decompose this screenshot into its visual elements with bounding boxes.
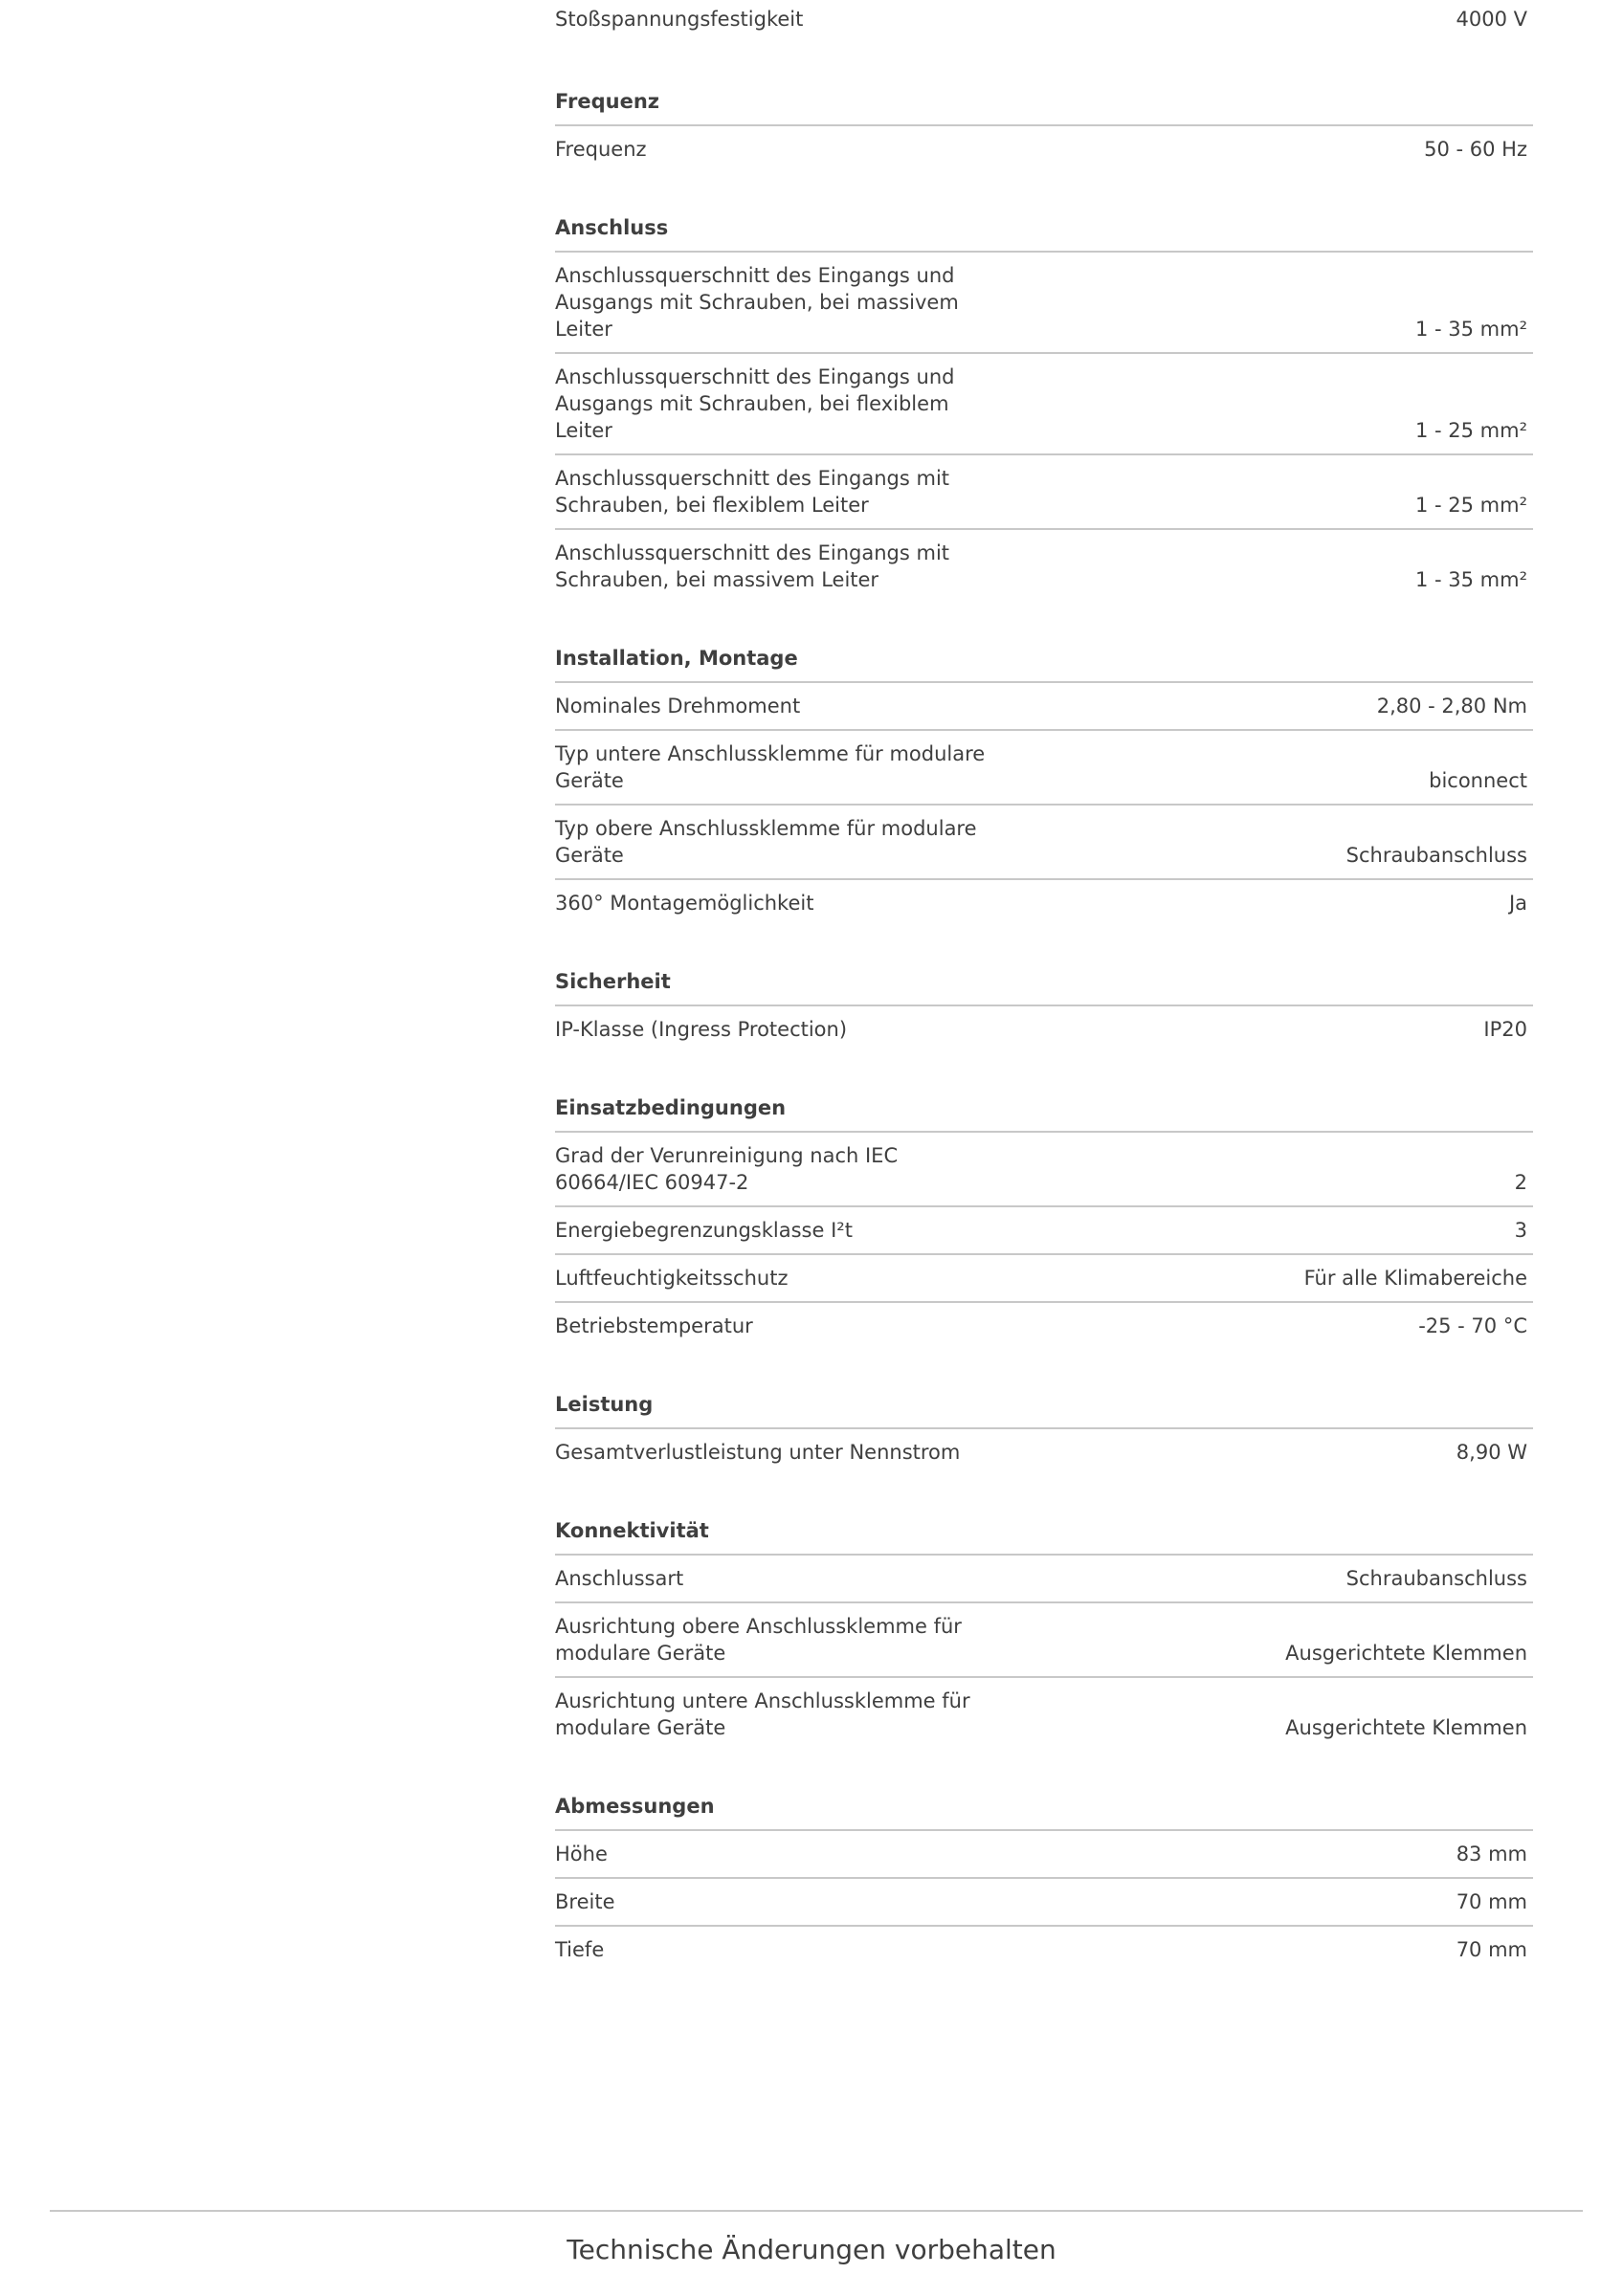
spec-value: 1 - 35 mm²	[1414, 568, 1527, 591]
spec-value: 70 mm	[1456, 1938, 1527, 1961]
spec-row	[555, 0, 1533, 46]
spec-label: IP-Klasse (Ingress Protection)	[555, 1018, 848, 1041]
spec-value: Für alle Klimabereiche	[1303, 1267, 1527, 1290]
spec-section	[555, 968, 1533, 1052]
section-heading: Frequenz	[555, 88, 1533, 126]
spec-row	[555, 1303, 1533, 1349]
section-heading: Konnektivität	[555, 1517, 1533, 1556]
spec-label: Anschlussquerschnitt des Eingangs mit Schrauben, bei massivem Leiter	[555, 541, 950, 591]
spec-label: 360° Montagemöglichkeit	[555, 892, 814, 915]
spec-label: Gesamtverlustleistung unter Nennstrom	[555, 1441, 961, 1464]
footer-divider	[50, 2210, 1583, 2212]
spec-row	[555, 1006, 1533, 1052]
spec-row	[555, 1927, 1533, 1973]
spec-section	[555, 1793, 1533, 1973]
spec-row	[555, 806, 1533, 880]
spec-label: Höhe	[555, 1843, 608, 1866]
spec-value: Ja	[1508, 892, 1527, 915]
section-heading: Anschluss	[555, 214, 1533, 253]
spec-row	[555, 683, 1533, 731]
spec-value: 3	[1514, 1219, 1527, 1242]
spec-label: Ausrichtung obere Anschlussklemme für modulare Geräte	[555, 1615, 962, 1665]
spec-label: Ausrichtung untere Anschlussklemme für modulare Geräte	[555, 1689, 970, 1739]
spec-row	[555, 126, 1533, 172]
section-heading: Sicherheit	[555, 968, 1533, 1006]
spec-value: 2,80 - 2,80 Nm	[1376, 695, 1527, 718]
spec-value: 83 mm	[1456, 1843, 1527, 1866]
spec-row	[555, 1207, 1533, 1255]
spec-label: Betriebstemperatur	[555, 1314, 753, 1337]
spec-label: Typ untere Anschlussklemme für modulare Geräte	[555, 742, 986, 792]
spec-label: Energiebegrenzungsklasse I²t	[555, 1219, 853, 1242]
spec-label: Grad der Verunreinigung nach IEC 60664/IEC 60947-2	[555, 1144, 899, 1194]
spec-label: Frequenz	[555, 138, 647, 161]
spec-label: Nominales Drehmoment	[555, 695, 801, 718]
spec-label: Anschlussart	[555, 1567, 684, 1590]
footer-note: Technische Änderungen vorbehalten	[567, 2234, 1056, 2265]
spec-value: IP20	[1483, 1018, 1527, 1041]
section-heading: Leistung	[555, 1391, 1533, 1429]
spec-value: 4000 V	[1456, 8, 1527, 31]
spec-row	[555, 1255, 1533, 1303]
spec-value: Ausgerichtete Klemmen	[1285, 1642, 1527, 1665]
spec-row	[555, 1678, 1533, 1751]
spec-row	[555, 1879, 1533, 1927]
spec-label: Breite	[555, 1890, 615, 1913]
spec-sections	[555, 88, 1533, 1973]
spec-value: biconnect	[1429, 769, 1527, 792]
spec-row	[555, 1429, 1533, 1475]
spec-label: Typ obere Anschlussklemme für modulare Geräte	[555, 817, 977, 867]
spec-label: Luftfeuchtigkeitsschutz	[555, 1267, 789, 1290]
spec-value: 1 - 25 mm²	[1414, 419, 1527, 442]
spec-row	[555, 455, 1533, 530]
spec-value: 2	[1514, 1171, 1527, 1194]
section-heading: Abmessungen	[555, 1793, 1533, 1831]
spec-section	[555, 214, 1533, 603]
spec-label: Stoßspannungsfestigkeit	[555, 8, 804, 31]
spec-table	[555, 0, 1533, 1973]
spec-section	[555, 1517, 1533, 1751]
spec-value: 8,90 W	[1456, 1441, 1527, 1464]
spec-value: Ausgerichtete Klemmen	[1285, 1716, 1527, 1739]
spec-section	[555, 88, 1533, 172]
spec-row	[555, 1603, 1533, 1678]
spec-section	[555, 1094, 1533, 1349]
spec-section	[555, 645, 1533, 926]
spec-row	[555, 354, 1533, 455]
spec-row	[555, 530, 1533, 603]
spec-value: 70 mm	[1456, 1890, 1527, 1913]
spec-label: Anschlussquerschnitt des Eingangs und Ausgangs mit Schrauben, bei flexiblem Leiter	[555, 365, 955, 442]
spec-row	[555, 1133, 1533, 1207]
spec-row	[555, 731, 1533, 806]
spec-label: Anschlussquerschnitt des Eingangs mit Schrauben, bei flexiblem Leiter	[555, 467, 950, 517]
spec-value: 1 - 35 mm²	[1414, 318, 1527, 341]
spec-row	[555, 253, 1533, 354]
spec-value: -25 - 70 °C	[1418, 1314, 1527, 1337]
spec-row	[555, 1831, 1533, 1879]
spec-row	[555, 1556, 1533, 1603]
spec-label: Tiefe	[555, 1938, 605, 1961]
spec-value: 1 - 25 mm²	[1414, 494, 1527, 517]
section-heading: Einsatzbedingungen	[555, 1094, 1533, 1133]
spec-value: 50 - 60 Hz	[1424, 138, 1527, 161]
spec-section	[555, 1391, 1533, 1475]
spec-value: Schraubanschluss	[1345, 1567, 1527, 1590]
spec-row	[555, 880, 1533, 926]
spec-value: Schraubanschluss	[1345, 844, 1527, 867]
section-heading: Installation, Montage	[555, 645, 1533, 683]
spec-label: Anschlussquerschnitt des Eingangs und Ausgangs mit Schrauben, bei massivem Leiter	[555, 264, 959, 341]
